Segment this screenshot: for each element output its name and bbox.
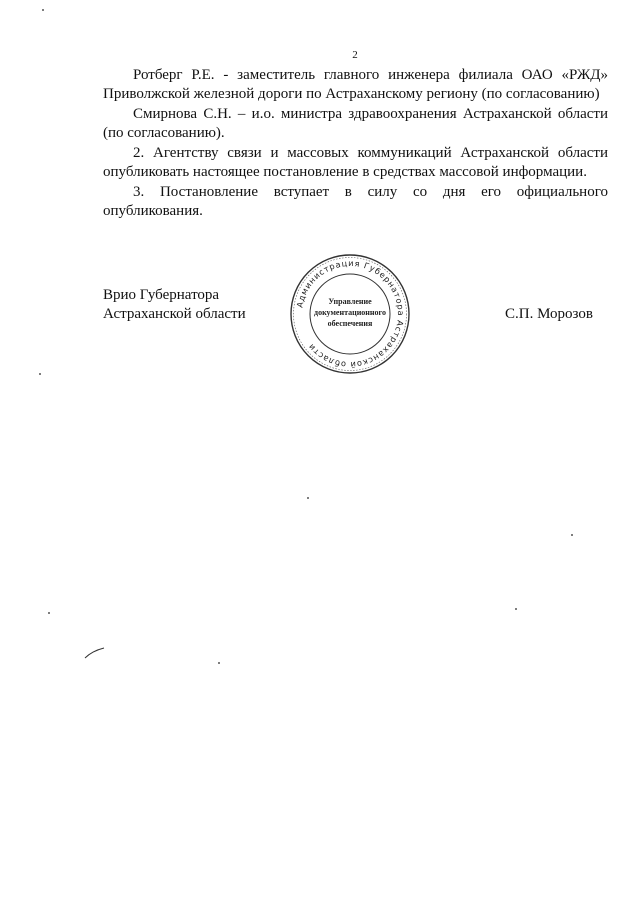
scan-speck [571, 534, 573, 536]
signatory-position-line1: Врио Губернатора [103, 287, 220, 303]
official-stamp [288, 252, 412, 376]
scan-speck [218, 662, 220, 664]
page-number: 2 [352, 49, 358, 61]
signatory-position-line2: Астраханской области [103, 306, 246, 322]
stamp-center-line2: документационного [314, 308, 386, 317]
stamp-center-line1: Управление [328, 297, 372, 306]
scan-speck [39, 373, 41, 375]
scan-speck [515, 608, 517, 610]
paragraph-item-2: 2. Агентству связи и массовых коммуникаций Астраханской области опубликовать настоящее постановление в средствах массовой информации. [103, 145, 608, 180]
signatory-name: С.П. Морозов [505, 306, 593, 322]
paragraph-item-3: 3. Постановление вступает в силу со дня его официального опубликования. [103, 184, 608, 219]
scan-speck [48, 612, 50, 614]
stamp-graphic [288, 252, 412, 376]
scan-pen-stroke [84, 646, 106, 660]
stamp-ring-text: Администрация Губернатора Астраханской области [294, 257, 407, 371]
signatory-position [103, 286, 246, 324]
stamp-center-line3: обеспечения [327, 319, 373, 328]
paragraph-rotberg: Ротберг Р.Е. - заместитель главного инженера филиала ОАО «РЖД» Приволжской железной дороги по Астраханскому региону (по согласованию) [103, 67, 608, 102]
document-body [103, 66, 608, 222]
scan-speck [307, 497, 309, 499]
scan-speck [42, 9, 44, 11]
paragraph-smirnova: Смирнова С.Н. – и.о. министра здравоохранения Астраханской области (по согласованию). [103, 106, 608, 141]
